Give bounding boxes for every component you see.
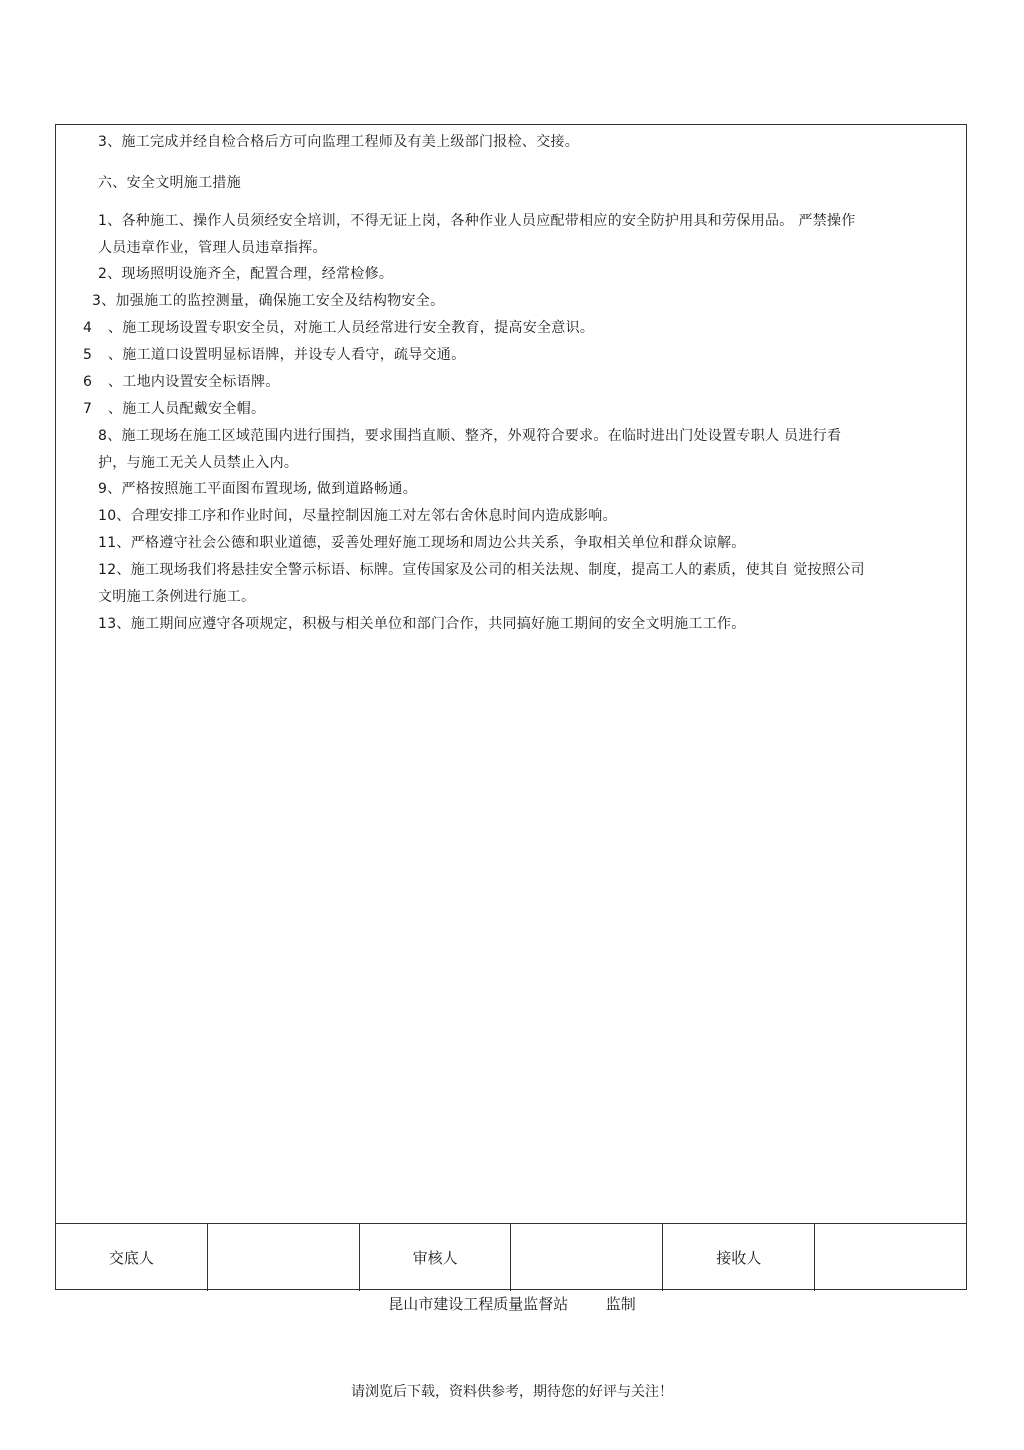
item-8-line-1: 8、施工现场在施工区域范围内进行围挡，要求围挡直顺、整齐，外观符合要求。在临时进出门处设置专职人 员进行看 [98,428,842,444]
item-1-line-2: 人员违章作业，管理人员违章指挥。 [98,240,327,256]
item-1-line-1: 1、各种施工、操作人员须经安全培训，不得无证上岗，各种作业人员应配带相应的安全防护用具和劳保用品。 严禁操作 [98,213,856,229]
item-7-number: 7 [83,401,92,417]
item-10: 10、合理安排工序和作业时间，尽量控制因施工对左邻右舍休息时间内造成影响。 [98,508,617,524]
item-9: 9、严格按照施工平面图布置现场, 做到道路畅通。 [98,481,418,497]
item-13: 13、施工期间应遵守各项规定，积极与相关单位和部门合作，共同搞好施工期间的安全文明施工工作。 [98,616,746,632]
item-12-line-2: 文明施工条例进行施工。 [98,589,256,605]
review-field[interactable] [511,1224,663,1291]
footer-made: 监制 [605,1295,636,1313]
item-5: 、施工道口设置明显标语牌，并设专人看守，疏导交通。 [108,347,466,363]
footer [0,1293,1024,1314]
line-3: 3、施工完成并经自检合格后方可向监理工程师及有美上级部门报检、交接。 [98,134,580,150]
item-4-number: 4 [83,320,92,336]
document-frame [55,124,967,1290]
receive-field[interactable] [815,1224,966,1291]
section-6-heading: 六、安全文明施工措施 [98,175,241,191]
handover-field[interactable] [208,1224,360,1291]
item-8-line-2: 护，与施工无关人员禁止入内。 [98,455,299,471]
item-11: 11、严格遵守社会公德和职业道德，妥善处理好施工现场和周边公共关系，争取相关单位和群众谅解。 [98,535,746,551]
item-5-number: 5 [83,347,92,363]
item-4: 、施工现场设置专职安全员，对施工人员经常进行安全教育，提高安全意识。 [108,320,595,336]
item-6: 、工地内设置安全标语牌。 [108,374,280,390]
document-body [56,125,966,1223]
item-12-line-1: 12、施工现场我们将悬挂安全警示标语、标牌。宣传国家及公司的相关法规、制度，提高工人的素质，使其自 觉按照公司 [98,562,865,578]
review-label: 审核人 [360,1224,512,1291]
receive-label: 接收人 [663,1224,815,1291]
item-7: 、施工人员配戴安全帽。 [108,401,266,417]
signature-row [56,1223,966,1291]
download-note: 请浏览后下载，资料供参考，期待您的好评与关注！ [351,1384,673,1400]
item-3: 3、加强施工的监控测量，确保施工安全及结构物安全。 [92,293,445,309]
footer-org: 昆山市建设工程质量监督站 [388,1295,569,1313]
item-6-number: 6 [83,374,92,390]
handover-label: 交底人 [56,1224,208,1291]
item-2: 2、现场照明设施齐全，配置合理，经常检修。 [98,266,394,282]
